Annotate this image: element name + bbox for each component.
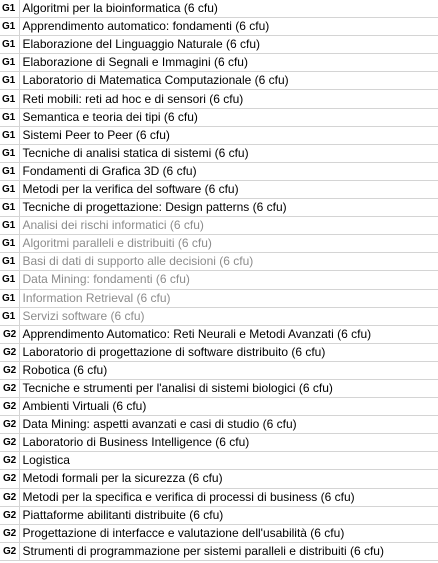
course-cell[interactable]: Piattaforme abilitanti distribuite (6 cfu) xyxy=(19,506,438,524)
course-cell[interactable]: Metodi per la specifica e verifica di processi di business (6 cfu) xyxy=(19,488,438,506)
course-cell[interactable]: Semantica e teoria dei tipi (6 cfu) xyxy=(19,108,438,126)
course-cell[interactable]: Elaborazione di Segnali e Immagini (6 cfu) xyxy=(19,54,438,72)
group-cell[interactable]: G2 xyxy=(0,325,19,343)
course-cell[interactable]: Laboratorio di Business Intelligence (6 cfu) xyxy=(19,434,438,452)
course-cell[interactable]: Logistica xyxy=(19,452,438,470)
group-cell[interactable]: G2 xyxy=(0,488,19,506)
table-row xyxy=(0,416,438,434)
course-cell[interactable]: Basi di dati di supporto alle decisioni (6 cfu) xyxy=(19,253,438,271)
group-cell[interactable]: G1 xyxy=(0,271,19,289)
course-cell[interactable]: Tecniche di analisi statica di sistemi (6 cfu) xyxy=(19,144,438,162)
table-row xyxy=(0,325,438,343)
table-row xyxy=(0,361,438,379)
course-cell[interactable]: Tecniche di progettazione: Design patterns (6 cfu) xyxy=(19,199,438,217)
table-row xyxy=(0,398,438,416)
table-row xyxy=(0,72,438,90)
course-cell[interactable]: Elaborazione del Linguaggio Naturale (6 cfu) xyxy=(19,36,438,54)
table-row xyxy=(0,506,438,524)
table-row xyxy=(0,289,438,307)
group-cell[interactable]: G2 xyxy=(0,416,19,434)
group-cell[interactable]: G2 xyxy=(0,434,19,452)
group-cell[interactable]: G1 xyxy=(0,144,19,162)
course-cell[interactable]: Algoritmi per la bioinformatica (6 cfu) xyxy=(19,0,438,18)
course-cell[interactable]: Metodi formali per la sicurezza (6 cfu) xyxy=(19,470,438,488)
course-cell[interactable]: Data Mining: fondamenti (6 cfu) xyxy=(19,271,438,289)
course-cell[interactable]: Data Mining: aspetti avanzati e casi di studio (6 cfu) xyxy=(19,416,438,434)
table-row xyxy=(0,144,438,162)
group-cell[interactable]: G2 xyxy=(0,379,19,397)
table-row xyxy=(0,18,438,36)
table-row xyxy=(0,452,438,470)
course-cell[interactable]: Analisi dei rischi informatici (6 cfu) xyxy=(19,217,438,235)
table-row xyxy=(0,488,438,506)
table-row xyxy=(0,180,438,198)
group-cell[interactable]: G1 xyxy=(0,18,19,36)
table-row xyxy=(0,0,438,18)
group-cell[interactable]: G1 xyxy=(0,307,19,325)
table-row xyxy=(0,199,438,217)
group-cell[interactable]: G2 xyxy=(0,524,19,542)
group-cell[interactable]: G2 xyxy=(0,470,19,488)
table-row xyxy=(0,470,438,488)
group-cell[interactable]: G1 xyxy=(0,253,19,271)
table-row xyxy=(0,434,438,452)
table-row xyxy=(0,217,438,235)
course-cell[interactable]: Laboratorio di Matematica Computazionale (6 cfu) xyxy=(19,72,438,90)
table-row xyxy=(0,253,438,271)
table-row xyxy=(0,36,438,54)
table-row xyxy=(0,54,438,72)
group-cell[interactable]: G1 xyxy=(0,217,19,235)
course-cell[interactable]: Apprendimento Automatico: Reti Neurali e Metodi Avanzati (6 cfu) xyxy=(19,325,438,343)
course-cell[interactable]: Robotica (6 cfu) xyxy=(19,361,438,379)
course-cell[interactable]: Servizi software (6 cfu) xyxy=(19,307,438,325)
group-cell[interactable]: G1 xyxy=(0,289,19,307)
course-cell[interactable]: Laboratorio di progettazione di software distribuito (6 cfu) xyxy=(19,343,438,361)
table-row xyxy=(0,271,438,289)
course-cell[interactable]: Information Retrieval (6 cfu) xyxy=(19,289,438,307)
group-cell[interactable]: G2 xyxy=(0,343,19,361)
table-row xyxy=(0,90,438,108)
group-cell[interactable]: G2 xyxy=(0,452,19,470)
course-cell[interactable]: Sistemi Peer to Peer (6 cfu) xyxy=(19,126,438,144)
table-row xyxy=(0,343,438,361)
course-cell[interactable]: Reti mobili: reti ad hoc e di sensori (6 cfu) xyxy=(19,90,438,108)
course-cell[interactable]: Algoritmi paralleli e distribuiti (6 cfu) xyxy=(19,235,438,253)
table-row xyxy=(0,235,438,253)
course-cell[interactable]: Fondamenti di Grafica 3D (6 cfu) xyxy=(19,162,438,180)
course-cell[interactable]: Apprendimento automatico: fondamenti (6 cfu) xyxy=(19,18,438,36)
group-cell[interactable]: G1 xyxy=(0,199,19,217)
table-row xyxy=(0,126,438,144)
table-row xyxy=(0,307,438,325)
group-cell[interactable]: G2 xyxy=(0,542,19,560)
table-row xyxy=(0,524,438,542)
course-cell[interactable]: Progettazione di interfacce e valutazione dell'usabilità (6 cfu) xyxy=(19,524,438,542)
group-cell[interactable]: G1 xyxy=(0,235,19,253)
group-cell[interactable]: G1 xyxy=(0,126,19,144)
group-cell[interactable]: G1 xyxy=(0,72,19,90)
table-row xyxy=(0,379,438,397)
course-cell[interactable]: Tecniche e strumenti per l'analisi di sistemi biologici (6 cfu) xyxy=(19,379,438,397)
group-cell[interactable]: G1 xyxy=(0,54,19,72)
group-cell[interactable]: G1 xyxy=(0,0,19,18)
group-cell[interactable]: G1 xyxy=(0,90,19,108)
course-cell[interactable]: Strumenti di programmazione per sistemi paralleli e distribuiti (6 cfu) xyxy=(19,542,438,560)
table-row xyxy=(0,108,438,126)
group-cell[interactable]: G2 xyxy=(0,506,19,524)
table-row xyxy=(0,542,438,560)
group-cell[interactable]: G1 xyxy=(0,108,19,126)
group-cell[interactable]: G1 xyxy=(0,162,19,180)
group-cell[interactable]: G2 xyxy=(0,361,19,379)
group-cell[interactable]: G2 xyxy=(0,398,19,416)
table-row xyxy=(0,162,438,180)
course-cell[interactable]: Ambienti Virtuali (6 cfu) xyxy=(19,398,438,416)
group-cell[interactable]: G1 xyxy=(0,180,19,198)
group-cell[interactable]: G1 xyxy=(0,36,19,54)
course-cell[interactable]: Metodi per la verifica del software (6 cfu) xyxy=(19,180,438,198)
